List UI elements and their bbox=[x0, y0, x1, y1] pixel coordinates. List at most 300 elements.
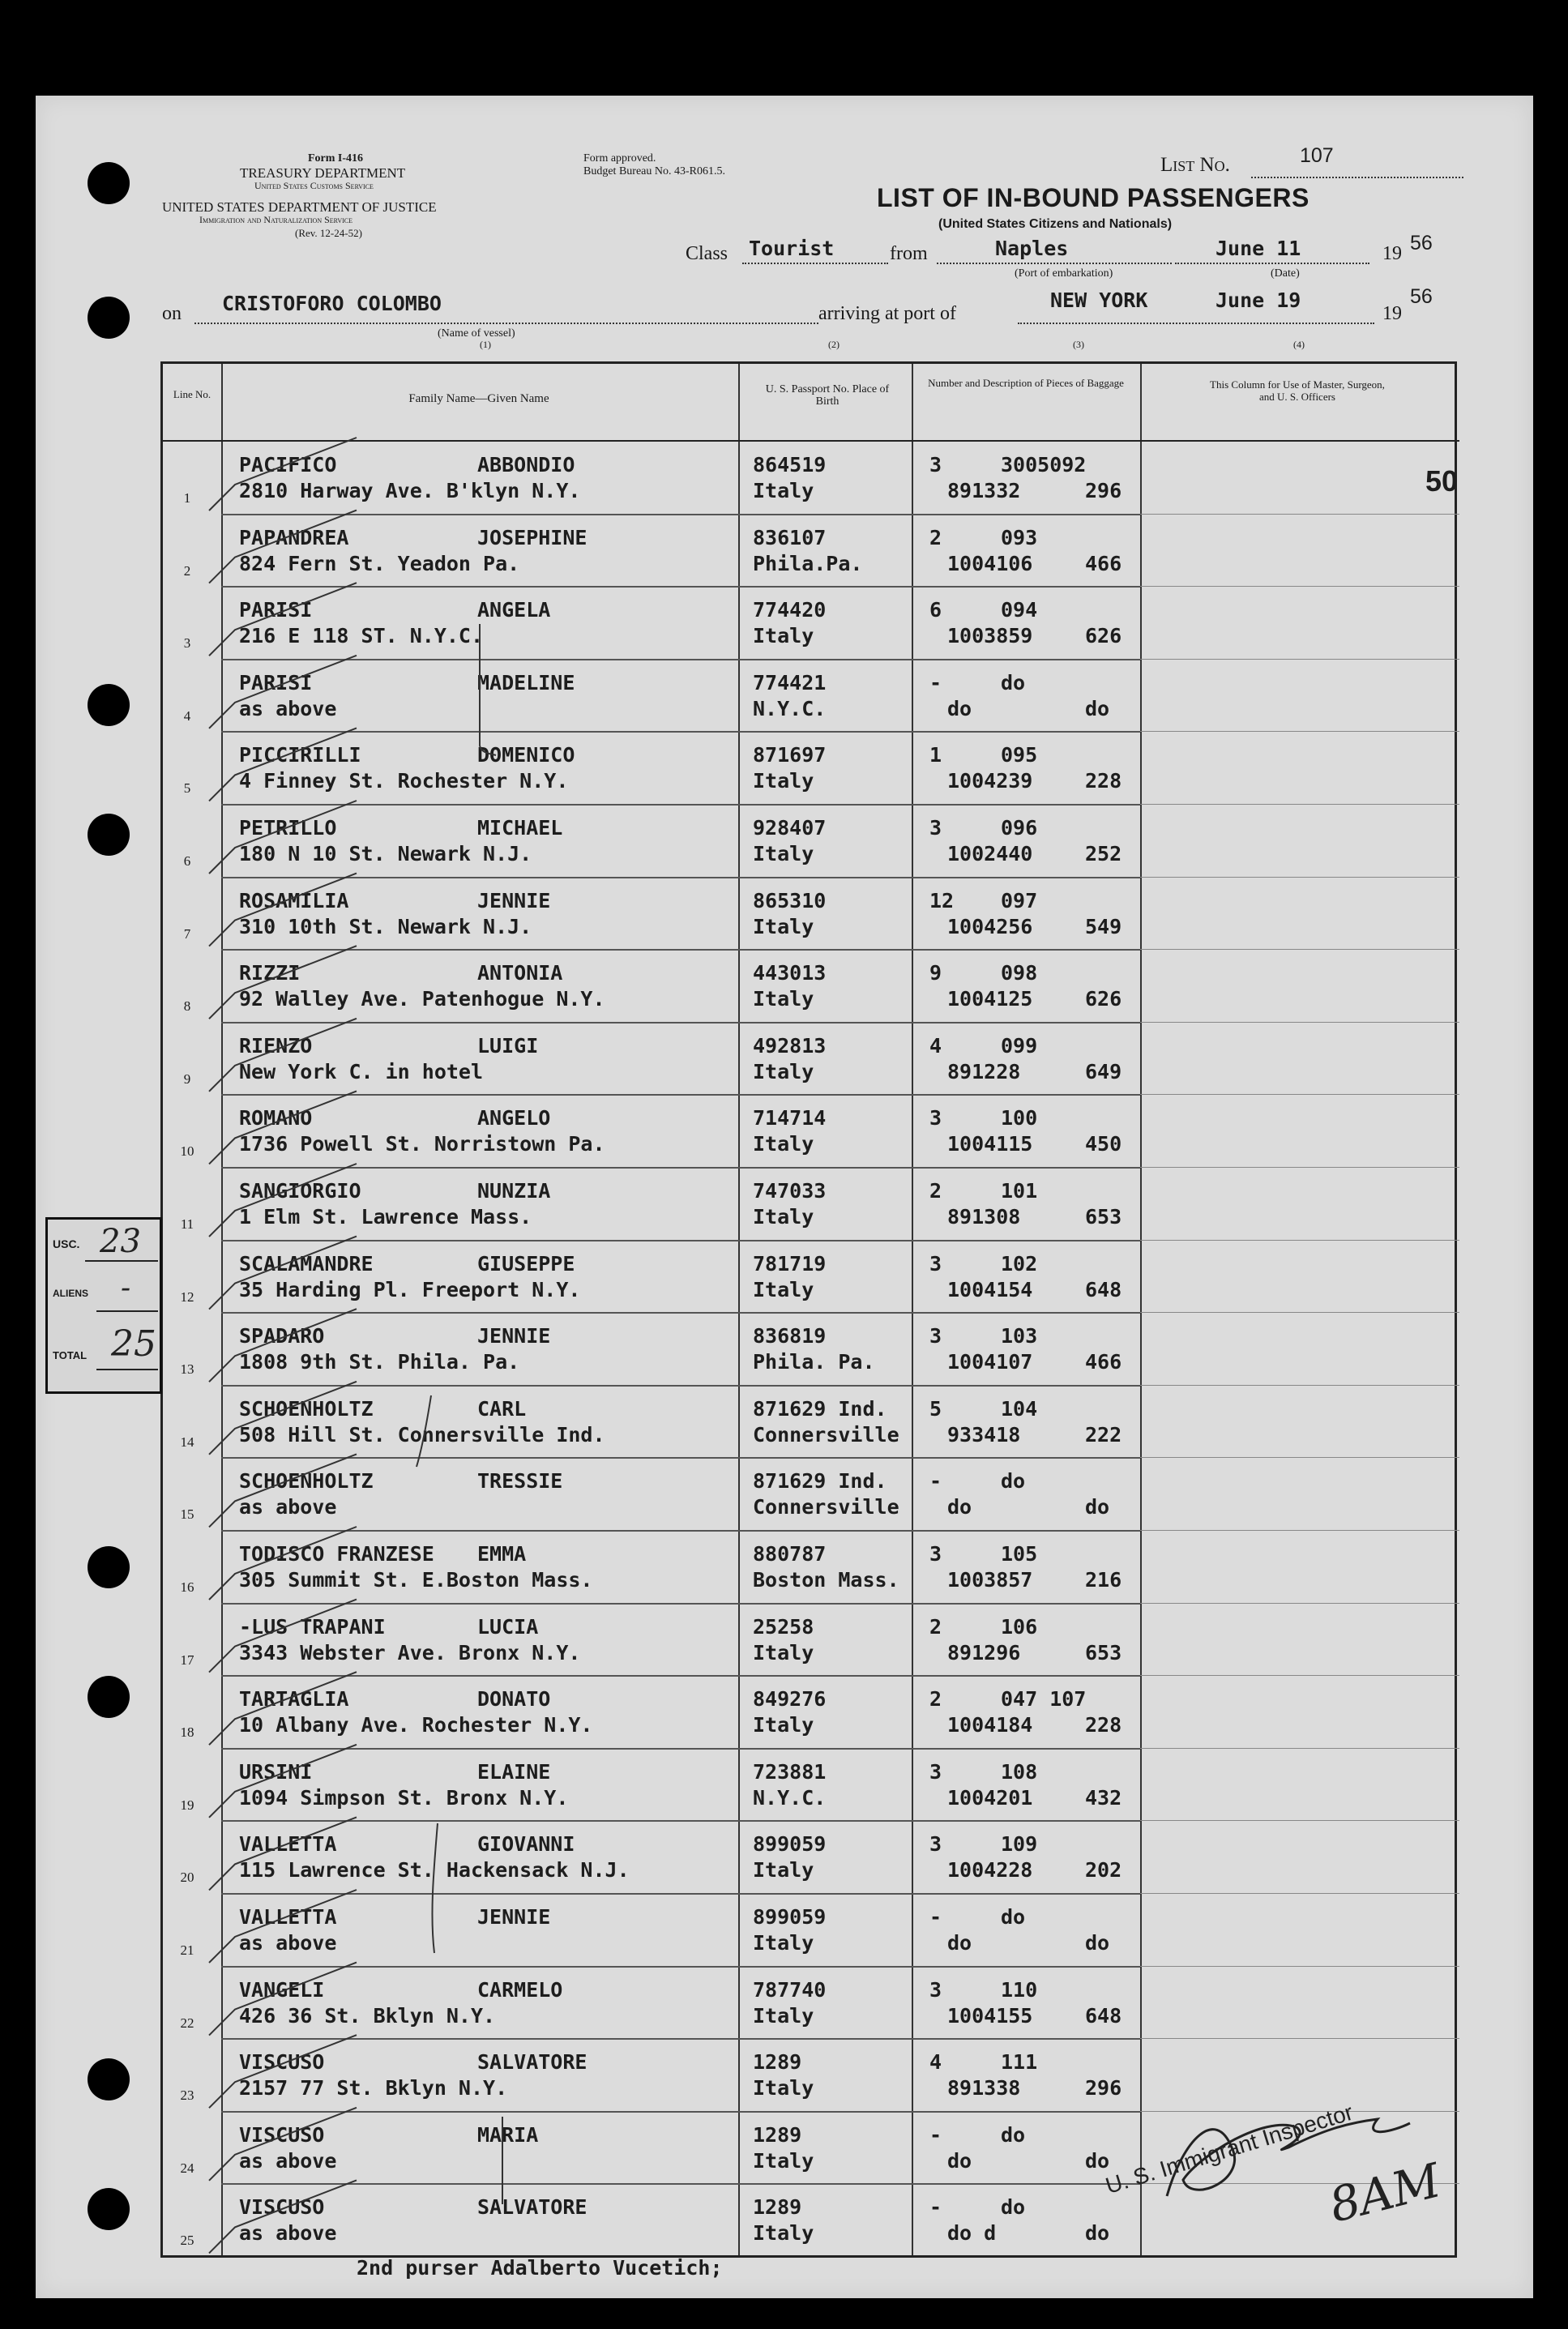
given-name: LUCIA bbox=[477, 1614, 539, 1639]
address: 2157 77 St. Bklyn N.Y. bbox=[239, 2076, 508, 2100]
column-header-officers: This Column for Use of Master, Surgeon, and U. S. Officers bbox=[1210, 378, 1385, 403]
address: 35 Harding Pl. Freeport N.Y. bbox=[239, 1277, 581, 1301]
address: 824 Fern St. Yeadon Pa. bbox=[239, 551, 520, 575]
customs-service: United States Customs Service bbox=[254, 180, 374, 191]
table-row bbox=[163, 587, 1459, 660]
passport-number: 899059 bbox=[753, 1905, 827, 1929]
line-number: 12 bbox=[180, 1288, 194, 1305]
address: as above bbox=[239, 696, 337, 720]
baggage-weight: 626 bbox=[1085, 624, 1122, 648]
line-number: 3 bbox=[183, 635, 191, 652]
baggage-number: 891308 bbox=[947, 1205, 1021, 1229]
place-of-birth: Italy bbox=[753, 987, 814, 1011]
given-name: SALVATORE bbox=[477, 2050, 587, 2075]
baggage-tag: 047 107 bbox=[1001, 1687, 1087, 1711]
table-row bbox=[163, 1023, 1459, 1096]
aliens-count: - bbox=[121, 1271, 131, 1305]
baggage-number: 1004125 bbox=[947, 987, 1033, 1011]
place-of-birth: Boston Mass. bbox=[753, 1568, 899, 1592]
page-subtitle: (United States Citizens and Nationals) bbox=[938, 217, 1173, 231]
passport-number: 714714 bbox=[753, 1106, 827, 1130]
on-label: on bbox=[162, 303, 182, 324]
family-name: SPADARO bbox=[239, 1324, 325, 1348]
col1-caption: (1) bbox=[480, 339, 491, 350]
address: 92 Walley Ave. Patenhogue N.Y. bbox=[239, 987, 605, 1011]
passenger-table bbox=[160, 361, 1457, 2258]
given-name: JENNIE bbox=[477, 888, 551, 912]
baggage-tag: 103 bbox=[1001, 1324, 1038, 1348]
family-name: URSINI bbox=[239, 1759, 313, 1784]
baggage-weight: do bbox=[1085, 2148, 1110, 2173]
passport-number: 865310 bbox=[753, 888, 827, 912]
passport-number: 864519 bbox=[753, 453, 827, 476]
place-of-birth: Phila.Pa. bbox=[753, 551, 863, 575]
arriving-label: arriving at port of bbox=[818, 303, 956, 324]
line-number: 20 bbox=[180, 1870, 194, 1886]
baggage-number: do bbox=[947, 1931, 972, 1955]
usc-label: USC. bbox=[53, 1237, 80, 1250]
passport-number: 871629 Ind. bbox=[753, 1469, 887, 1494]
passport-number: 1289 bbox=[753, 2050, 802, 2075]
line-number: 7 bbox=[183, 925, 191, 942]
baggage-number: 1004201 bbox=[947, 1785, 1033, 1810]
line-number: 24 bbox=[180, 2160, 194, 2176]
inspector-stamp: U. S. Immigrant Inspector bbox=[1102, 2099, 1357, 2199]
given-name: TRESSIE bbox=[477, 1469, 563, 1494]
table-row bbox=[163, 1821, 1459, 1894]
place-of-birth: Italy bbox=[753, 1931, 814, 1955]
baggage-pieces: 3 bbox=[929, 1542, 942, 1566]
baggage-pieces: 12 bbox=[929, 888, 955, 912]
family-name: SCHOENHOLTZ bbox=[239, 1396, 374, 1421]
passport-number: 1289 bbox=[753, 2195, 802, 2220]
baggage-weight: 653 bbox=[1085, 1205, 1122, 1229]
family-name: PACIFICO bbox=[239, 453, 337, 476]
baggage-tag: 110 bbox=[1001, 1977, 1038, 2002]
baggage-weight: do bbox=[1085, 1495, 1110, 1519]
given-name: NUNZIA bbox=[477, 1179, 551, 1203]
baggage-weight: 649 bbox=[1085, 1059, 1122, 1083]
address: as above bbox=[239, 1931, 337, 1955]
table-row bbox=[163, 1676, 1459, 1749]
address: 1808 9th St. Phila. Pa. bbox=[239, 1350, 520, 1374]
col4-caption: (4) bbox=[1293, 339, 1305, 350]
family-name: VALLETTA bbox=[239, 1832, 337, 1857]
baggage-weight: 653 bbox=[1085, 1640, 1122, 1664]
table-row bbox=[163, 2039, 1459, 2112]
place-of-birth: Italy bbox=[753, 2221, 814, 2246]
given-name: MADELINE bbox=[477, 670, 575, 694]
baggage-pieces: 2 bbox=[929, 1179, 942, 1203]
total-count: 25 bbox=[111, 1323, 156, 1365]
baggage-weight: 549 bbox=[1085, 914, 1122, 938]
line-number: 25 bbox=[180, 2233, 194, 2249]
table-row bbox=[163, 1241, 1459, 1314]
year-prefix: 19 bbox=[1382, 243, 1402, 264]
table-row bbox=[163, 950, 1459, 1023]
baggage-tag: 111 bbox=[1001, 2050, 1038, 2075]
address: 1094 Simpson St. Bronx N.Y. bbox=[239, 1785, 569, 1810]
family-name: VANGELI bbox=[239, 1977, 325, 2002]
baggage-pieces: 3 bbox=[929, 1977, 942, 2002]
arrival-port: NEW YORK bbox=[1050, 288, 1148, 312]
col3-caption: (3) bbox=[1073, 339, 1084, 350]
baggage-number: 1004115 bbox=[947, 1132, 1033, 1156]
given-name: GIOVANNI bbox=[477, 1832, 575, 1857]
passport-number: 781719 bbox=[753, 1251, 827, 1276]
baggage-weight: 432 bbox=[1085, 1785, 1122, 1810]
family-name: VISCUSO bbox=[239, 2050, 325, 2075]
baggage-weight: do bbox=[1085, 696, 1110, 720]
baggage-pieces: - bbox=[929, 2122, 942, 2147]
address: 426 36 St. Bklyn N.Y. bbox=[239, 2003, 496, 2028]
arrival-date: June 19 bbox=[1216, 288, 1301, 312]
place-of-birth: N.Y.C. bbox=[753, 1785, 827, 1810]
family-name: VISCUSO bbox=[239, 2195, 325, 2220]
table-row bbox=[163, 1967, 1459, 2040]
baggage-tag: 106 bbox=[1001, 1614, 1038, 1639]
baggage-tag: do bbox=[1001, 2195, 1026, 2220]
passport-number: 747033 bbox=[753, 1179, 827, 1203]
baggage-tag: 100 bbox=[1001, 1106, 1038, 1130]
table-row bbox=[163, 732, 1459, 805]
baggage-tag: 3005092 bbox=[1001, 453, 1087, 476]
family-name: RIZZI bbox=[239, 961, 301, 985]
table-row bbox=[163, 660, 1459, 733]
passport-number: 928407 bbox=[753, 816, 827, 840]
column-header-baggage: Number and Description of Pieces of Baggage bbox=[928, 377, 1124, 389]
place-of-birth: N.Y.C. bbox=[753, 696, 827, 720]
baggage-pieces: 3 bbox=[929, 1251, 942, 1276]
baggage-weight: 228 bbox=[1085, 1713, 1122, 1737]
baggage-tag: 105 bbox=[1001, 1542, 1038, 1566]
column-header-passport: U. S. Passport No. Place of Birth bbox=[765, 383, 890, 408]
form-revision: (Rev. 12-24-52) bbox=[295, 227, 362, 239]
address: New York C. in hotel bbox=[239, 1059, 484, 1083]
family-name: PAPANDREA bbox=[239, 525, 349, 549]
passport-number: 492813 bbox=[753, 1033, 827, 1058]
list-number: 107 bbox=[1300, 144, 1334, 167]
baggage-tag: 104 bbox=[1001, 1396, 1038, 1421]
table-row bbox=[163, 515, 1459, 588]
baggage-tag: 093 bbox=[1001, 525, 1038, 549]
class-label: Class bbox=[686, 243, 728, 264]
purser-note: 2nd purser Adalberto Vucetich; bbox=[357, 2256, 723, 2280]
place-of-birth: Phila. Pa. bbox=[753, 1350, 875, 1374]
baggage-tag: 099 bbox=[1001, 1033, 1038, 1058]
baggage-number: 891228 bbox=[947, 1059, 1021, 1083]
passport-number: 723881 bbox=[753, 1759, 827, 1784]
form-approved: Form approved. bbox=[583, 152, 656, 165]
baggage-tag: 098 bbox=[1001, 961, 1038, 985]
line-number: 9 bbox=[183, 1070, 191, 1087]
date-caption: (Date) bbox=[1271, 267, 1300, 280]
punch-hole bbox=[88, 2058, 130, 2100]
baggage-number: 891338 bbox=[947, 2076, 1021, 2100]
given-name: SALVATORE bbox=[477, 2195, 587, 2220]
place-of-birth: Italy bbox=[753, 479, 814, 502]
baggage-weight: 252 bbox=[1085, 842, 1122, 865]
passport-number: 871697 bbox=[753, 743, 827, 767]
baggage-pieces: 3 bbox=[929, 1832, 942, 1857]
baggage-weight: 466 bbox=[1085, 551, 1122, 575]
passport-number: 880787 bbox=[753, 1542, 827, 1566]
baggage-tag: do bbox=[1001, 1469, 1026, 1494]
line-number: 17 bbox=[180, 1652, 194, 1668]
aliens-label: ALIENS bbox=[53, 1288, 89, 1299]
address: 1736 Powell St. Norristown Pa. bbox=[239, 1132, 605, 1156]
family-name: ROMANO bbox=[239, 1106, 313, 1130]
given-name: MICHAEL bbox=[477, 816, 563, 840]
baggage-number: 1004106 bbox=[947, 551, 1033, 575]
table-row bbox=[163, 442, 1459, 515]
baggage-pieces: 2 bbox=[929, 1687, 942, 1711]
family-name: SANGIORGIO bbox=[239, 1179, 361, 1203]
line-number: 18 bbox=[180, 1724, 194, 1741]
passport-number: 774421 bbox=[753, 670, 827, 694]
baggage-number: 1003857 bbox=[947, 1568, 1033, 1592]
line-number: 23 bbox=[180, 2088, 194, 2104]
baggage-pieces: 2 bbox=[929, 1614, 942, 1639]
arrival-year: 56 bbox=[1410, 285, 1433, 308]
line-number: 5 bbox=[183, 780, 191, 797]
passport-number: 787740 bbox=[753, 1977, 827, 2002]
given-name: JENNIE bbox=[477, 1905, 551, 1929]
baggage-weight: do bbox=[1085, 2221, 1110, 2246]
baggage-pieces: 9 bbox=[929, 961, 942, 985]
address: 10 Albany Ave. Rochester N.Y. bbox=[239, 1713, 593, 1737]
line-number: 8 bbox=[183, 998, 191, 1015]
treasury-dept: TREASURY DEPARTMENT bbox=[240, 165, 406, 181]
given-name: MARIA bbox=[477, 2122, 539, 2147]
family-name: RIENZO bbox=[239, 1033, 313, 1058]
given-name: LUIGI bbox=[477, 1033, 539, 1058]
address: 180 N 10 St. Newark N.J. bbox=[239, 842, 532, 865]
address: as above bbox=[239, 2221, 337, 2246]
table-row bbox=[163, 1749, 1459, 1822]
line-number: 21 bbox=[180, 1942, 194, 1958]
list-no-label: List No. bbox=[1160, 154, 1230, 176]
baggage-weight: do bbox=[1085, 1931, 1110, 1955]
baggage-number: 1004184 bbox=[947, 1713, 1033, 1737]
address: 216 E 118 ST. N.Y.C. bbox=[239, 624, 484, 648]
family-name: PICCIRILLI bbox=[239, 743, 361, 767]
departure-year: 56 bbox=[1410, 232, 1433, 254]
baggage-tag: 102 bbox=[1001, 1251, 1038, 1276]
given-name: DOMENICO bbox=[477, 743, 575, 767]
passport-number: 899059 bbox=[753, 1832, 827, 1857]
address: 2810 Harway Ave. B'klyn N.Y. bbox=[239, 479, 581, 502]
given-name: CARL bbox=[477, 1396, 527, 1421]
given-name: ANTONIA bbox=[477, 961, 563, 985]
page-title: LIST OF IN-BOUND PASSENGERS bbox=[877, 183, 1310, 212]
line-number: 1 bbox=[183, 490, 191, 506]
place-of-birth: Italy bbox=[753, 1640, 814, 1664]
line-number: 19 bbox=[180, 1797, 194, 1813]
given-name: JENNIE bbox=[477, 1324, 551, 1348]
family-name: -LUS TRAPANI bbox=[239, 1614, 386, 1639]
line-number: 13 bbox=[180, 1361, 194, 1378]
baggage-number: 1004239 bbox=[947, 769, 1033, 793]
passport-number: 1289 bbox=[753, 2122, 802, 2147]
table-row bbox=[163, 1458, 1459, 1531]
baggage-tag: 101 bbox=[1001, 1179, 1038, 1203]
column-header-name: Family Name—Given Name bbox=[408, 392, 549, 405]
baggage-number: do bbox=[947, 696, 972, 720]
family-name: ROSAMILIA bbox=[239, 888, 349, 912]
table-row bbox=[163, 2184, 1459, 2257]
table-row bbox=[163, 1604, 1459, 1677]
place-of-birth: Italy bbox=[753, 1713, 814, 1737]
total-label: TOTAL bbox=[53, 1349, 88, 1361]
place-of-birth: Connersville bbox=[753, 1495, 899, 1519]
baggage-pieces: - bbox=[929, 670, 942, 694]
table-row bbox=[163, 1313, 1459, 1386]
place-of-birth: Italy bbox=[753, 2148, 814, 2173]
table-row bbox=[163, 1894, 1459, 1967]
family-name: PETRILLO bbox=[239, 816, 337, 840]
baggage-weight: 296 bbox=[1085, 479, 1122, 502]
address: 115 Lawrence St. Hackensack N.J. bbox=[239, 1858, 630, 1882]
baggage-weight: 228 bbox=[1085, 769, 1122, 793]
year-prefix-2: 19 bbox=[1382, 303, 1402, 324]
line-number: 14 bbox=[180, 1434, 194, 1450]
place-of-birth: Italy bbox=[753, 914, 814, 938]
justice-dept: UNITED STATES DEPARTMENT OF JUSTICE bbox=[162, 199, 437, 215]
baggage-tag: do bbox=[1001, 1905, 1026, 1929]
passport-number: 443013 bbox=[753, 961, 827, 985]
table-row bbox=[163, 1095, 1459, 1168]
tally-box bbox=[45, 1217, 162, 1394]
departure-date: June 11 bbox=[1216, 237, 1301, 260]
baggage-weight: 222 bbox=[1085, 1422, 1122, 1447]
baggage-tag: 108 bbox=[1001, 1759, 1038, 1784]
line-number: 22 bbox=[180, 2015, 194, 2031]
ins-service: Immigration and Naturalization Service bbox=[199, 214, 353, 225]
baggage-pieces: 4 bbox=[929, 1033, 942, 1058]
given-name: JOSEPHINE bbox=[477, 525, 587, 549]
baggage-weight: 648 bbox=[1085, 2003, 1122, 2028]
given-name: DONATO bbox=[477, 1687, 551, 1711]
baggage-pieces: - bbox=[929, 2195, 942, 2220]
line-number: 16 bbox=[180, 1579, 194, 1595]
baggage-number: 933418 bbox=[947, 1422, 1021, 1447]
port-of-embarkation: Naples bbox=[995, 237, 1069, 260]
table-row bbox=[163, 1168, 1459, 1241]
family-name: SCHOENHOLTZ bbox=[239, 1469, 374, 1494]
table-row bbox=[163, 1531, 1459, 1604]
baggage-number: 1004154 bbox=[947, 1277, 1033, 1301]
address: 4 Finney St. Rochester N.Y. bbox=[239, 769, 569, 793]
baggage-pieces: 1 bbox=[929, 743, 942, 767]
place-of-birth: Italy bbox=[753, 2076, 814, 2100]
family-name: SCALAMANDRE bbox=[239, 1251, 374, 1276]
punch-hole bbox=[88, 162, 130, 204]
baggage-pieces: 3 bbox=[929, 1106, 942, 1130]
punch-hole bbox=[88, 1676, 130, 1718]
passport-number: 774420 bbox=[753, 598, 827, 622]
form-number: Form I-416 bbox=[308, 152, 364, 165]
col2-caption: (2) bbox=[828, 339, 840, 350]
baggage-weight: 626 bbox=[1085, 987, 1122, 1011]
passport-number: 849276 bbox=[753, 1687, 827, 1711]
column-header-line-no: Line No. bbox=[173, 388, 211, 400]
place-of-birth: Italy bbox=[753, 1277, 814, 1301]
baggage-number: 1004256 bbox=[947, 914, 1033, 938]
punch-hole bbox=[88, 814, 130, 856]
punch-hole bbox=[88, 684, 130, 726]
given-name: GIUSEPPE bbox=[477, 1251, 575, 1276]
officer-note: 50 bbox=[1425, 464, 1459, 498]
place-of-birth: Italy bbox=[753, 769, 814, 793]
baggage-tag: 097 bbox=[1001, 888, 1038, 912]
line-number: 11 bbox=[180, 1216, 194, 1232]
budget-bureau: Budget Bureau No. 43-R061.5. bbox=[583, 165, 725, 177]
from-label: from bbox=[890, 243, 928, 264]
baggage-pieces: 3 bbox=[929, 453, 942, 476]
given-name: ELAINE bbox=[477, 1759, 551, 1784]
vessel-caption: (Name of vessel) bbox=[438, 327, 515, 340]
baggage-tag: 094 bbox=[1001, 598, 1038, 622]
address: 305 Summit St. E.Boston Mass. bbox=[239, 1568, 593, 1592]
baggage-number: do bbox=[947, 1495, 972, 1519]
address: 1 Elm St. Lawrence Mass. bbox=[239, 1205, 532, 1229]
given-name: ANGELO bbox=[477, 1106, 551, 1130]
given-name: ANGELA bbox=[477, 598, 551, 622]
baggage-pieces: 3 bbox=[929, 816, 942, 840]
baggage-number: 1002440 bbox=[947, 842, 1033, 865]
line-number: 6 bbox=[183, 853, 191, 869]
baggage-weight: 648 bbox=[1085, 1277, 1122, 1301]
baggage-weight: 450 bbox=[1085, 1132, 1122, 1156]
place-of-birth: Italy bbox=[753, 2003, 814, 2028]
line-number: 15 bbox=[180, 1506, 194, 1523]
baggage-tag: do bbox=[1001, 670, 1026, 694]
given-name: ABBONDIO bbox=[477, 453, 575, 476]
table-row bbox=[163, 1386, 1459, 1459]
passport-number: 836819 bbox=[753, 1324, 827, 1348]
baggage-weight: 466 bbox=[1085, 1350, 1122, 1374]
table-row bbox=[163, 805, 1459, 878]
place-of-birth: Italy bbox=[753, 1858, 814, 1882]
passport-number: 25258 bbox=[753, 1614, 814, 1639]
baggage-number: 1003859 bbox=[947, 624, 1033, 648]
baggage-tag: 095 bbox=[1001, 743, 1038, 767]
baggage-pieces: 3 bbox=[929, 1324, 942, 1348]
place-of-birth: Italy bbox=[753, 842, 814, 865]
passport-number: 836107 bbox=[753, 525, 827, 549]
place-of-birth: Italy bbox=[753, 1059, 814, 1083]
baggage-tag: 096 bbox=[1001, 816, 1038, 840]
line-number: 2 bbox=[183, 562, 191, 579]
baggage-number: do d bbox=[947, 2221, 997, 2246]
baggage-number: 1004155 bbox=[947, 2003, 1033, 2028]
baggage-pieces: 4 bbox=[929, 2050, 942, 2075]
place-of-birth: Italy bbox=[753, 1132, 814, 1156]
family-name: PARISI bbox=[239, 670, 313, 694]
table-row bbox=[163, 878, 1459, 951]
baggage-pieces: 2 bbox=[929, 525, 942, 549]
baggage-tag: do bbox=[1001, 2122, 1026, 2147]
place-of-birth: Italy bbox=[753, 624, 814, 648]
place-of-birth: Connersville bbox=[753, 1422, 899, 1447]
place-of-birth: Italy bbox=[753, 1205, 814, 1229]
family-name: VISCUSO bbox=[239, 2122, 325, 2147]
baggage-number: 1004107 bbox=[947, 1350, 1033, 1374]
punch-hole bbox=[88, 1546, 130, 1588]
given-name: CARMELO bbox=[477, 1977, 563, 2002]
vessel-name: CRISTOFORO COLOMBO bbox=[222, 292, 442, 315]
